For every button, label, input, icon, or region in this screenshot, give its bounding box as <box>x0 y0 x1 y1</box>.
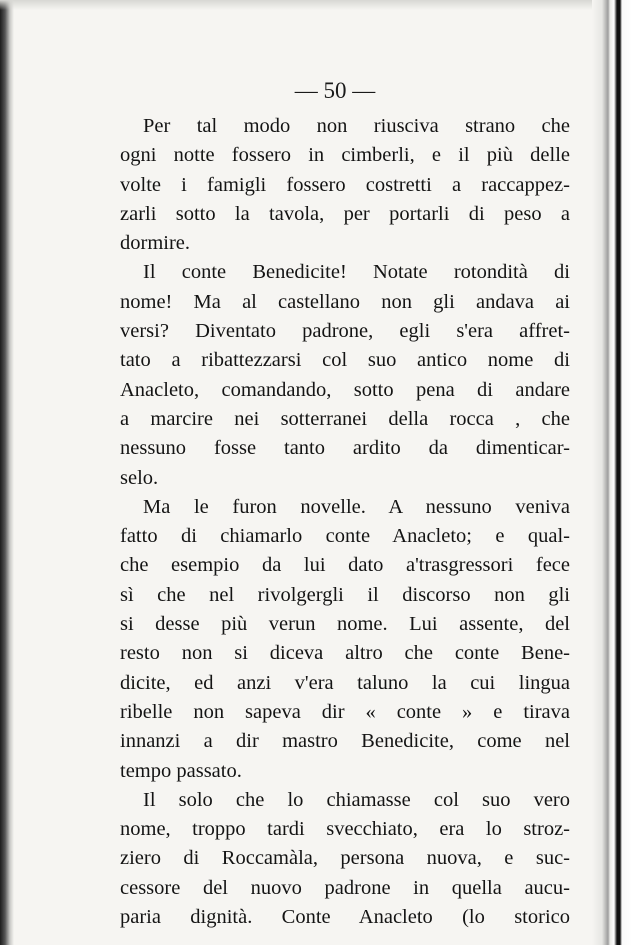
page-stack-edge <box>592 0 632 945</box>
text-line: nome! Ma al castellano non gli andava ai <box>120 290 570 313</box>
text-line: fatto di chiamarlo conte Anacleto; e qual- <box>120 525 570 548</box>
text-line: nome, troppo tardi svecchiato, era lo stroz- <box>120 818 570 841</box>
text-line: tempo passato. <box>120 759 242 782</box>
text-line: nessuno fosse tanto ardito da dimenticar- <box>120 437 570 460</box>
text-line: Per tal modo non riusciva strano che <box>143 115 570 137</box>
text-line: tato a ribattezzarsi col suo antico nome di <box>120 349 570 372</box>
page-number: — 50 — <box>294 78 376 103</box>
text-line: cessore del nuovo padrone in quella aucu- <box>120 876 570 899</box>
text-line: selo. <box>120 466 159 489</box>
text-line: zarli sotto la tavola, per portarli di peso a <box>120 202 570 225</box>
body-text <box>120 112 570 932</box>
text-line: dormire. <box>120 232 191 255</box>
text-line: ogni notte fossero in cimberli, e il più delle <box>120 144 570 167</box>
text-line: versi? Diventato padrone, egli s'era affret- <box>120 320 570 343</box>
text-line: ziero di Roccamàla, persona nuova, e suc- <box>120 847 570 870</box>
text-line: che esempio da lui dato a'trasgressori fece <box>120 554 570 577</box>
text-line: volte i famigli fossero costretti a raccappez- <box>120 173 570 196</box>
text-line: paria dignità. Conte Anacleto (lo storico <box>120 906 570 929</box>
text-line: dicite, ed anzi v'era taluno la cui lingua <box>120 671 570 694</box>
text-line: ribelle non sapeva dir « conte » e tirava <box>120 700 570 723</box>
top-shadow <box>0 0 632 10</box>
text-line: a marcire nei sotterranei della rocca , che <box>120 407 570 430</box>
text-line: Il conte Benedicite! Notate rotondità di <box>143 261 570 284</box>
text-line: sì che nel rivolgergli il discorso non gli <box>120 583 570 606</box>
text-line: resto non si diceva altro che conte Bene- <box>120 642 570 665</box>
text-line: Il solo che lo chiamasse col suo vero <box>143 788 570 811</box>
text-line: Anacleto, comandando, sotto pena di andare <box>120 378 570 401</box>
book-spine-shadow <box>0 0 14 945</box>
text-line: Ma le furon novelle. A nessuno veniva <box>143 495 570 518</box>
text-line: innanzi a dir mastro Benedicite, come nel <box>120 730 570 753</box>
text-line: si desse più verun nome. Lui assente, del <box>120 613 570 636</box>
